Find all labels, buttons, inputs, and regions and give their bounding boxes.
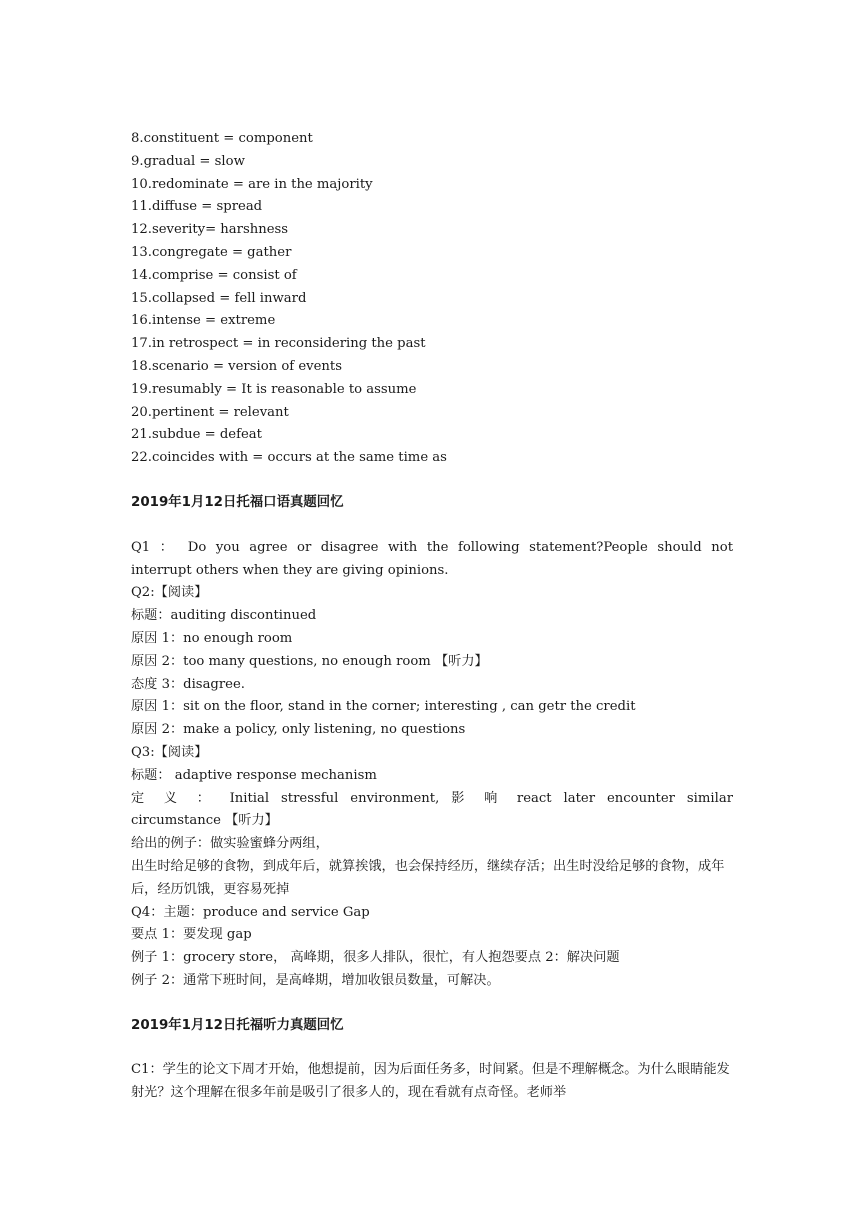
q3-label: Q3:【阅读】 [131, 744, 208, 760]
vocab-item: 9.gradual = slow [131, 153, 245, 169]
q2-reason-2: 原因 2：too many questions, no enough room 【听力】 [131, 653, 488, 669]
vocab-item: 18.scenario = version of events [131, 358, 342, 374]
speaking-section-heading: 2019年1月12日托福口语真题回忆 [131, 494, 344, 510]
vocab-item: 11.diffuse = spread [131, 199, 263, 215]
vocab-item: 13.congregate = gather [131, 244, 292, 260]
vocab-item: 16.intense = extreme [131, 313, 276, 329]
q2-listening-reason-1: 原因 1：sit on the floor, stand in the corner; interesting , can getr the credit [131, 699, 636, 715]
vocab-item: 22.coincides with = occurs at the same time as [131, 450, 447, 466]
vocab-item: 15.collapsed = fell inward [131, 290, 307, 306]
vocab-item: 20.pertinent = relevant [131, 404, 289, 420]
q2-reason-1: 原因 1：no enough room [131, 630, 293, 646]
listening-section-heading: 2019年1月12日托福听力真题回忆 [131, 1017, 344, 1033]
q2-listening-reason-2: 原因 2：make a policy, only listening, no questions [131, 722, 466, 738]
vocab-item: 19.resumably = It is reasonable to assume [131, 381, 417, 397]
q2-label: Q2:【阅读】 [131, 585, 208, 601]
q2-title: 标题：auditing discontinued [131, 608, 317, 624]
document-page [131, 128, 733, 1105]
q1-line-2: interrupt others when they are giving opinions. [131, 562, 449, 578]
vocab-item: 21.subdue = defeat [131, 427, 262, 443]
q4-example-2: 例子 2：通常下班时间，是高峰期，增加收银员数量，可解决。 [131, 972, 500, 988]
q3-title: 标题： adaptive response mechanism [131, 767, 377, 783]
q4-topic: Q4：主题：produce and service Gap [131, 904, 370, 920]
vocab-item: 8.constituent = component [131, 131, 313, 146]
vocab-item: 12.severity= harshness [131, 222, 289, 238]
q3-definition-line-2: circumstance 【听力】 [131, 813, 278, 829]
vocab-item: 10.redominate = are in the majority [131, 176, 373, 192]
q4-example-1: 例子 1：grocery store， 高峰期，很多人排队，很忙，有人抱怨要点 2：解决问题 [131, 950, 620, 966]
q3-detail: 出生时给足够的食物，到成年后，就算挨饿，也会保持经历，继续存活；出生时没给足够的食物，成年后，经历饥饿，更容易死掉 [131, 858, 725, 897]
vocab-item: 17.in retrospect = in reconsidering the past [131, 336, 426, 352]
vocab-item: 14.comprise = consist of [131, 267, 297, 283]
q4-point-1: 要点 1：要发现 gap [131, 927, 252, 943]
q3-example: 给出的例子：做实验蜜蜂分两组， [131, 836, 329, 852]
vocabulary-list [131, 128, 733, 470]
speaking-section [131, 537, 733, 993]
q2-attitude: 态度 3：disagree. [131, 676, 245, 692]
listening-c1-text: C1：学生的论文下周才开始，他想提前，因为后面任务多，时间紧。但是不理解概念。为什么眼睛能发射光？这个理解在很多年前是吸引了很多人的，现在看就有点奇怪。老师举 [131, 1062, 730, 1101]
q3-definition-line-1: 定 义 ： Initial stressful environment, 影 响 react later encounter similar [131, 790, 733, 806]
q1-line-1: Q1 ： Do you agree or disagree with the following statement?People should not [131, 539, 733, 555]
